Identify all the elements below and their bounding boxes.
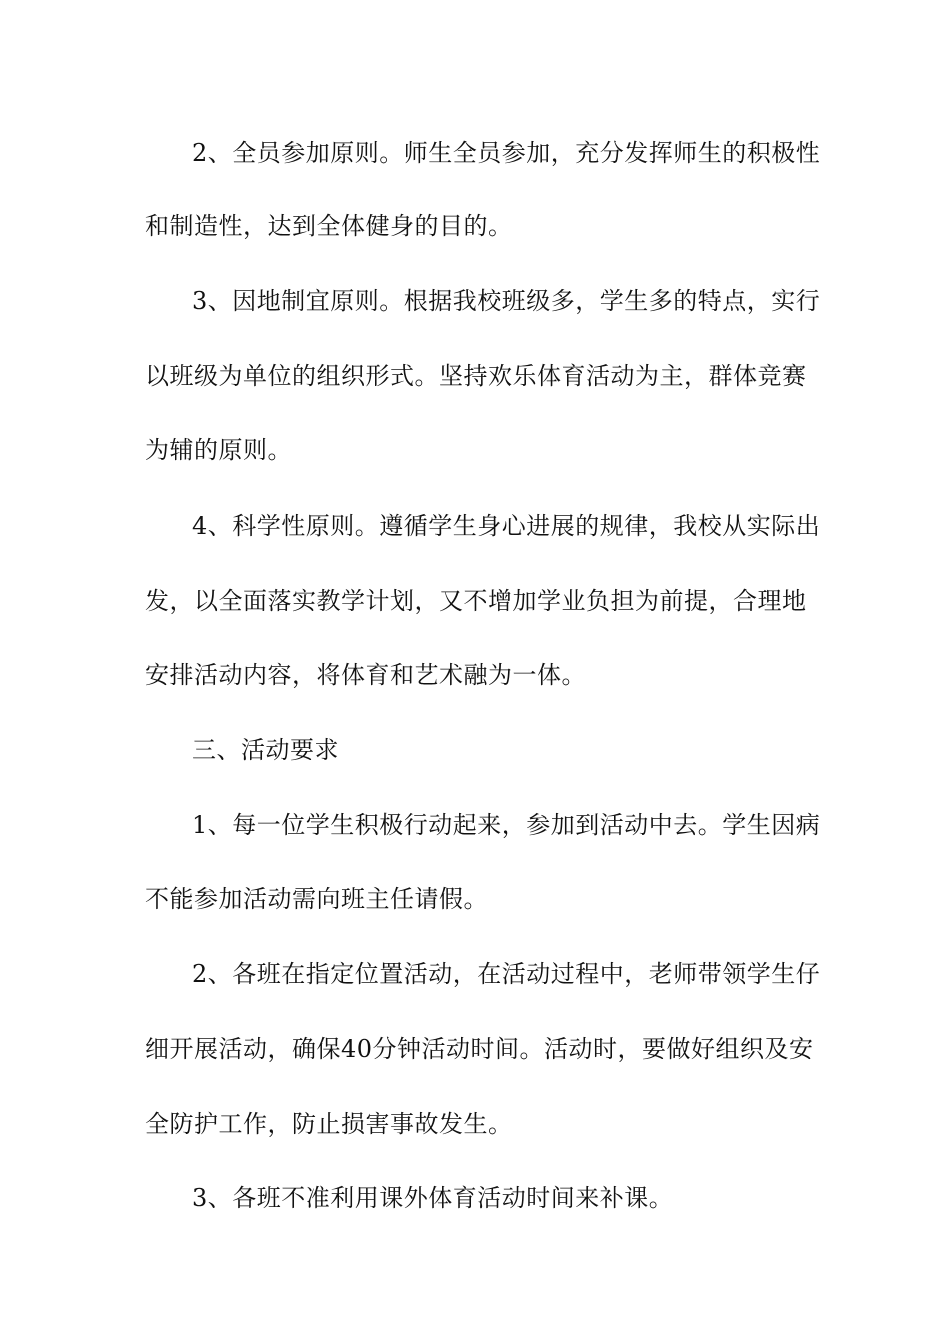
paragraph-principle-3-line-2: 以班级为单位的组织形式。坚持欢乐体育活动为主，群体竞赛 — [145, 362, 807, 390]
paragraph-principle-2-line-1: 2、全员参加原则。师生全员参加，充分发挥师生的积极性 — [192, 139, 821, 167]
paragraph-principle-2-line-2: 和制造性，达到全体健身的目的。 — [145, 212, 513, 240]
paragraph-requirement-1-line-1: 1、每一位学生积极行动起来，参加到活动中去。学生因病 — [192, 811, 821, 839]
paragraph-principle-3-line-3: 为辅的原则。 — [145, 436, 292, 464]
paragraph-requirement-2-line-1: 2、各班在指定位置活动，在活动过程中，老师带领学生仔 — [192, 960, 821, 988]
paragraph-principle-4-line-2: 发，以全面落实教学计划，又不增加学业负担为前提，合理地 — [145, 587, 807, 615]
paragraph-requirement-3-line-1: 3、各班不准利用课外体育活动时间来补课。 — [192, 1184, 674, 1212]
paragraph-requirement-2-line-3: 全防护工作，防止损害事故发生。 — [145, 1110, 513, 1138]
paragraph-principle-4-line-1: 4、科学性原则。遵循学生身心进展的规律，我校从实际出 — [192, 512, 821, 540]
paragraph-principle-4-line-3: 安排活动内容，将体育和艺术融为一体。 — [145, 661, 586, 689]
paragraph-requirement-1-line-2: 不能参加活动需向班主任请假。 — [145, 885, 488, 913]
section-heading-activity-requirements: 三、活动要求 — [192, 736, 339, 764]
paragraph-requirement-2-line-2: 细开展活动，确保40分钟活动时间。活动时，要做好组织及安 — [145, 1035, 814, 1063]
paragraph-principle-3-line-1: 3、因地制宜原则。根据我校班级多，学生多的特点，实行 — [192, 287, 821, 315]
